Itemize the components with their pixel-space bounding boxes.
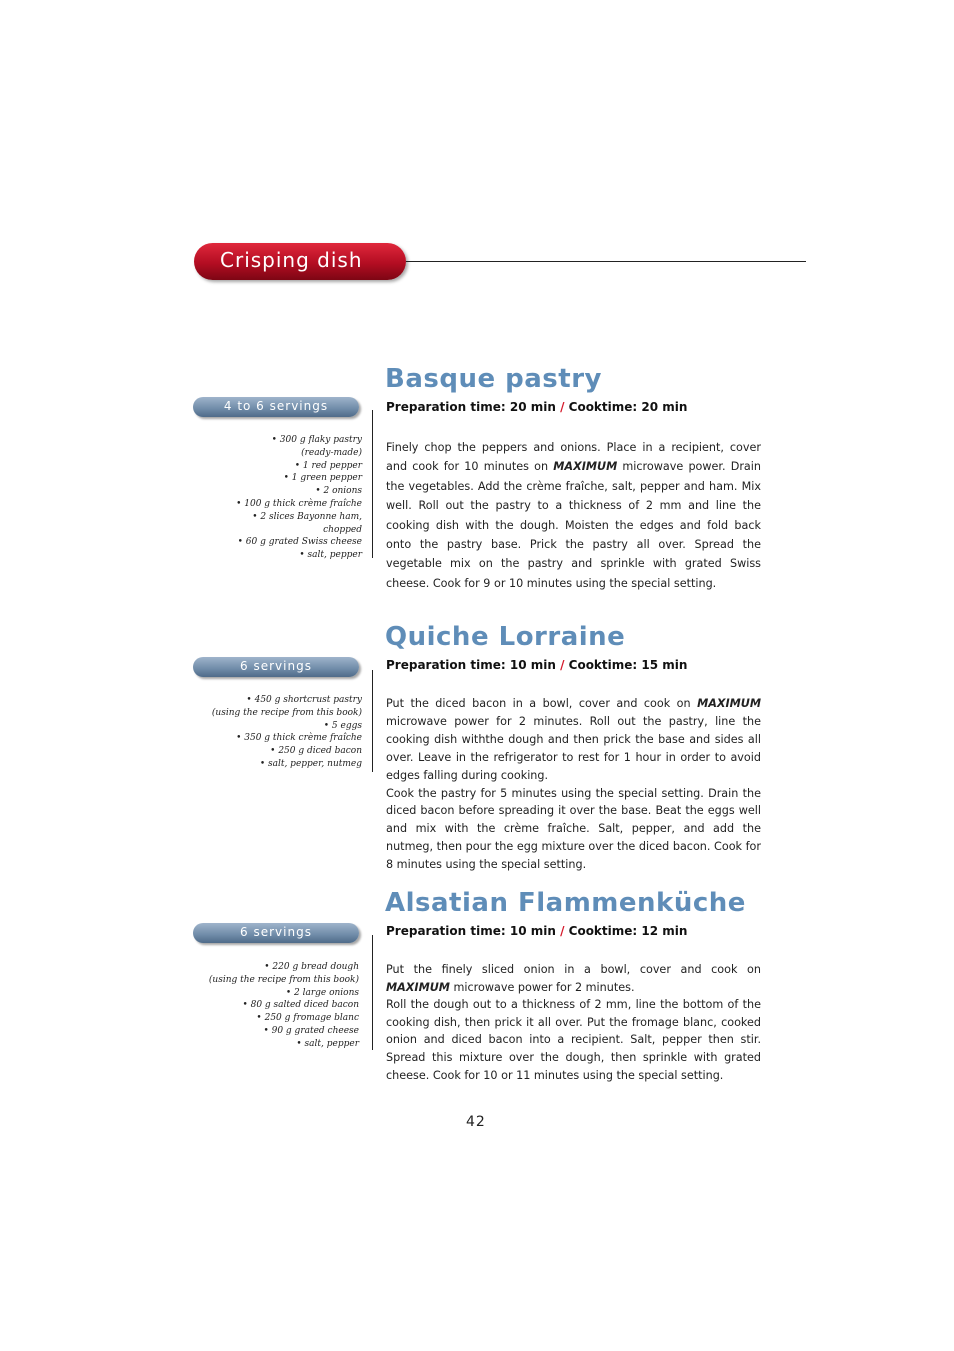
- ingredient-line: (using the recipe from this book): [208, 974, 359, 985]
- ingredient-line: • 2 slices Bayonne ham,: [252, 511, 362, 522]
- recipe-title-alsatian-flammenkuche: Alsatian Flammenküche: [385, 888, 746, 918]
- power-setting: MAXIMUM: [697, 697, 761, 710]
- ingredient-line: • 220 g bread dough: [264, 962, 359, 972]
- servings-label: 6 servings: [240, 925, 312, 939]
- ingredients-rule: [372, 410, 373, 558]
- ingredient-line: (ready-made): [301, 447, 362, 458]
- ingredient-line: • 1 red pepper: [294, 460, 362, 471]
- ingredient-line: chopped: [323, 524, 362, 535]
- ingredient-line: • 5 eggs: [323, 720, 362, 731]
- ingredient-line: • salt, pepper, nutmeg: [259, 758, 362, 769]
- ingredient-line: • 2 large onions: [285, 987, 359, 998]
- ingredient-line: • salt, pepper: [299, 550, 362, 561]
- ingredient-list: [182, 434, 362, 562]
- ingredient-line: • salt, pepper: [296, 1038, 359, 1049]
- ingredient-line: • 450 g shortcrust pastry: [246, 695, 362, 705]
- power-setting: MAXIMUM: [553, 460, 618, 474]
- servings-badge: [193, 923, 359, 943]
- prep-time: Preparation time: 20 min: [386, 400, 556, 414]
- servings-label: 4 to 6 servings: [223, 399, 329, 413]
- recipe-method: [386, 961, 761, 1084]
- method-paragraph: Put the finely sliced onion in a bowl, cover and cook on MAXIMUM microwave power for 2 minutes.: [386, 963, 761, 994]
- ingredient-line: • 250 g diced bacon: [270, 746, 362, 757]
- prep-cook-times: [386, 924, 687, 938]
- section-title: Crisping dish: [220, 248, 363, 272]
- ingredient-line: • 100 g thick crème fraîche: [236, 498, 362, 509]
- recipe-method: [386, 438, 761, 593]
- ingredients-rule: [372, 670, 373, 772]
- recipe-method: [386, 695, 761, 874]
- ingredient-line: • 90 g grated cheese: [263, 1025, 359, 1036]
- ingredient-line: (using the recipe from this book): [211, 707, 362, 718]
- recipe-title-basque-pastry: Basque pastry: [385, 364, 602, 394]
- page-number: 42: [466, 1114, 486, 1130]
- cook-time: Cooktime: 12 min: [568, 924, 688, 938]
- ingredient-list: [182, 694, 362, 771]
- time-separator: /: [560, 400, 565, 414]
- ingredient-line: • 80 g salted diced bacon: [242, 1000, 359, 1011]
- section-header-pill: [194, 243, 406, 280]
- prep-time: Preparation time: 10 min: [386, 658, 556, 672]
- ingredient-line: • 300 g flaky pastry: [271, 435, 362, 445]
- ingredient-line: • 350 g thick crème fraîche: [236, 733, 362, 744]
- servings-badge: [193, 397, 359, 417]
- method-paragraph: Put the diced bacon in a bowl, cover and cook on MAXIMUM microwave power for 2 minutes. Roll out the pastry, line the cooking dish withthe dough and then prick the base and sides all over. Leave in the refrigerator to rest for 1 hour in order to avoid edges falling during cooking.: [386, 697, 761, 782]
- method-paragraph: Roll the dough out to a thickness of 2 mm, line the bottom of the cooking dish, then prick it all over. Put the fromage blanc, cooked onion and diced bacon into a recipient. Salt, pepper then stir. Spread this mixture over the dough, then sprinkle with grated cheese. Cook for 10 or 11 minutes using the special setting.: [386, 998, 761, 1082]
- servings-label: 6 servings: [240, 659, 312, 673]
- prep-cook-times: [386, 658, 687, 672]
- header-rule: [406, 261, 806, 262]
- ingredient-list: [179, 961, 359, 1051]
- ingredient-line: • 2 onions: [315, 486, 362, 497]
- ingredients-rule: [372, 935, 373, 1050]
- prep-time: Preparation time: 10 min: [386, 924, 556, 938]
- servings-badge: [193, 657, 359, 677]
- method-paragraph: Cook the pastry for 5 minutes using the special setting. Drain the diced bacon before spreading it over the base. Beat the eggs well and mix with the crème fraîche. Salt, pepper, and add the nutmeg, then pour the egg mixture over the diced bacon. Cook for 8 minutes using the special setting.: [386, 786, 761, 872]
- method-paragraph: Finely chop the peppers and onions. Place in a recipient, cover and cook for 10 minutes on MAXIMUM microwave power. Drain the vegetables. Add the crème fraîche, salt, pepper and ham. Mix well. Roll out the pastry to a thickness of 2 mm and line the cooking dish with the dough. Moisten the edges and fold back onto the pastry base. Prick the pastry all over. Spread the vegetable mix on the pastry and sprinkle with grated Swiss cheese. Cook for 9 or 10 minutes using the special setting.: [386, 441, 761, 590]
- prep-cook-times: [386, 400, 687, 414]
- ingredient-line: • 60 g grated Swiss cheese: [237, 537, 362, 548]
- time-separator: /: [560, 924, 565, 938]
- ingredient-line: • 250 g fromage blanc: [256, 1013, 359, 1024]
- power-setting: MAXIMUM: [386, 980, 450, 994]
- recipe-title-quiche-lorraine: Quiche Lorraine: [385, 622, 626, 652]
- time-separator: /: [560, 658, 565, 672]
- cook-time: Cooktime: 20 min: [568, 400, 688, 414]
- cook-time: Cooktime: 15 min: [568, 658, 688, 672]
- ingredient-line: • 1 green pepper: [283, 473, 362, 484]
